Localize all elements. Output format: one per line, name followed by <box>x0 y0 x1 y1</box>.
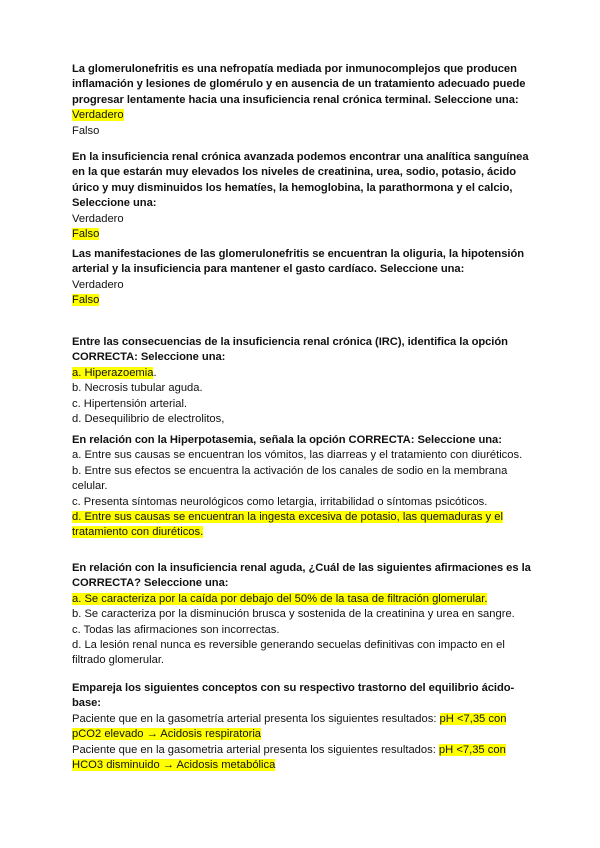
match-row-2: Paciente que en la gasometria arterial presenta los siguientes resultados: pH <7,35 con HCO3 disminuido → Acidosis metabólica <box>72 743 506 772</box>
option-a[interactable]: a. Hiperazoemia. <box>72 366 157 379</box>
highlighted-answer: a. Hiperazoemia <box>72 366 154 379</box>
question-7 <box>72 681 532 773</box>
question-text: En relación con la Hiperpotasemia, señala la opción CORRECTA: Seleccione una: <box>72 434 502 446</box>
highlighted-answer: Falso <box>72 294 100 307</box>
question-text: En relación con la insuficiencia renal aguda, ¿Cuál de las siguientes afirmaciones es la CORRECTA? Seleccione una: <box>72 562 531 590</box>
option-falso[interactable]: Falso <box>72 124 100 137</box>
option-a[interactable] <box>72 592 532 607</box>
option-c[interactable]: c. Hipertensión arterial. <box>72 397 188 410</box>
option-b[interactable]: b. Se caracteriza por la disminución brusca y sostenida de la creatinina y urea en sangre. <box>72 608 515 621</box>
question-2 <box>72 150 532 242</box>
question-5 <box>72 433 532 541</box>
option-d[interactable] <box>72 510 532 541</box>
highlighted-answer[interactable]: pH <7,35 con HCO3 disminuido → Acidosis metabólica <box>72 743 506 772</box>
option-c[interactable]: c. Todas las afirmaciones son incorrectas. <box>72 623 280 636</box>
option-b[interactable]: b. Entre sus efectos se encuentra la activación de los canales de sodio en la membrana celular. <box>72 464 508 493</box>
question-text: Empareja los siguientes conceptos con su respectivo trastorno del equilibrio ácido-base: <box>72 682 515 710</box>
option-falso[interactable] <box>72 227 532 242</box>
question-text: La glomerulonefritis es una nefropatía mediada por inmunocomplejos que producen inflamación y lesiones de glomérulo y en ausencia de un tratamiento adecuado puede progresar lentamente hacia una insuficiencia renal crónica terminal. Seleccione una: <box>72 63 526 106</box>
highlighted-answer: a. Se caracteriza por la caída por debajo del 50% de la tasa de filtración glomerular. <box>72 592 488 605</box>
highlighted-answer: Verdadero <box>72 109 124 122</box>
option-verdadero[interactable]: Verdadero <box>72 278 124 291</box>
option-verdadero[interactable]: Verdadero <box>72 212 124 225</box>
highlighted-answer: d. Entre sus causas se encuentran la ingesta excesiva de potasio, las quemaduras y el tratamiento con diuréticos. <box>72 511 503 539</box>
question-6 <box>72 561 532 669</box>
option-b[interactable]: b. Necrosis tubular aguda. <box>72 382 203 395</box>
option-d[interactable]: d. La lesión renal nunca es reversible generando secuelas definitivas con impacto en el filtrado glomerular. <box>72 639 505 667</box>
highlighted-answer: Falso <box>72 228 100 241</box>
question-4 <box>72 335 532 427</box>
option-verdadero[interactable] <box>72 108 532 123</box>
match-row-1: Paciente que en la gasometría arterial presenta los siguientes resultados: pH <7,35 con pCO2 elevado → Acidosis respiratoria <box>72 712 507 741</box>
question-text: Las manifestaciones de las glomerulonefritis se encuentran la oliguria, la hipotensión arterial y la insuficiencia para mantener el gasto cardíaco. Seleccione una: <box>72 248 525 276</box>
option-c[interactable]: c. Presenta síntomas neurológicos como letargia, irritabilidad o síntomas psicóticos. <box>72 495 488 508</box>
option-falso[interactable] <box>72 293 532 308</box>
question-text: En la insuficiencia renal crónica avanzada podemos encontrar una analítica sanguínea en la que estarán muy elevados los niveles de creatinina, urea, sodio, potasio, ácido úrico y muy disminuidos los hematíes, la hemoglobina, la parathormona y el calcio, Seleccione una: <box>72 151 529 210</box>
option-d[interactable]: d. Desequilibrio de electrolitos, <box>72 413 225 426</box>
question-3 <box>72 247 532 309</box>
question-text: Entre las consecuencias de la insuficiencia renal crónica (IRC), identifica la opción CORRECTA: Seleccione una: <box>72 336 508 364</box>
option-a[interactable]: a. Entre sus causas se encuentran los vómitos, las diarreas y el tratamiento con diuréticos. <box>72 449 523 462</box>
question-1 <box>72 62 532 139</box>
highlighted-answer[interactable]: pH <7,35 con pCO2 elevado → Acidosis respiratoria <box>72 712 507 741</box>
